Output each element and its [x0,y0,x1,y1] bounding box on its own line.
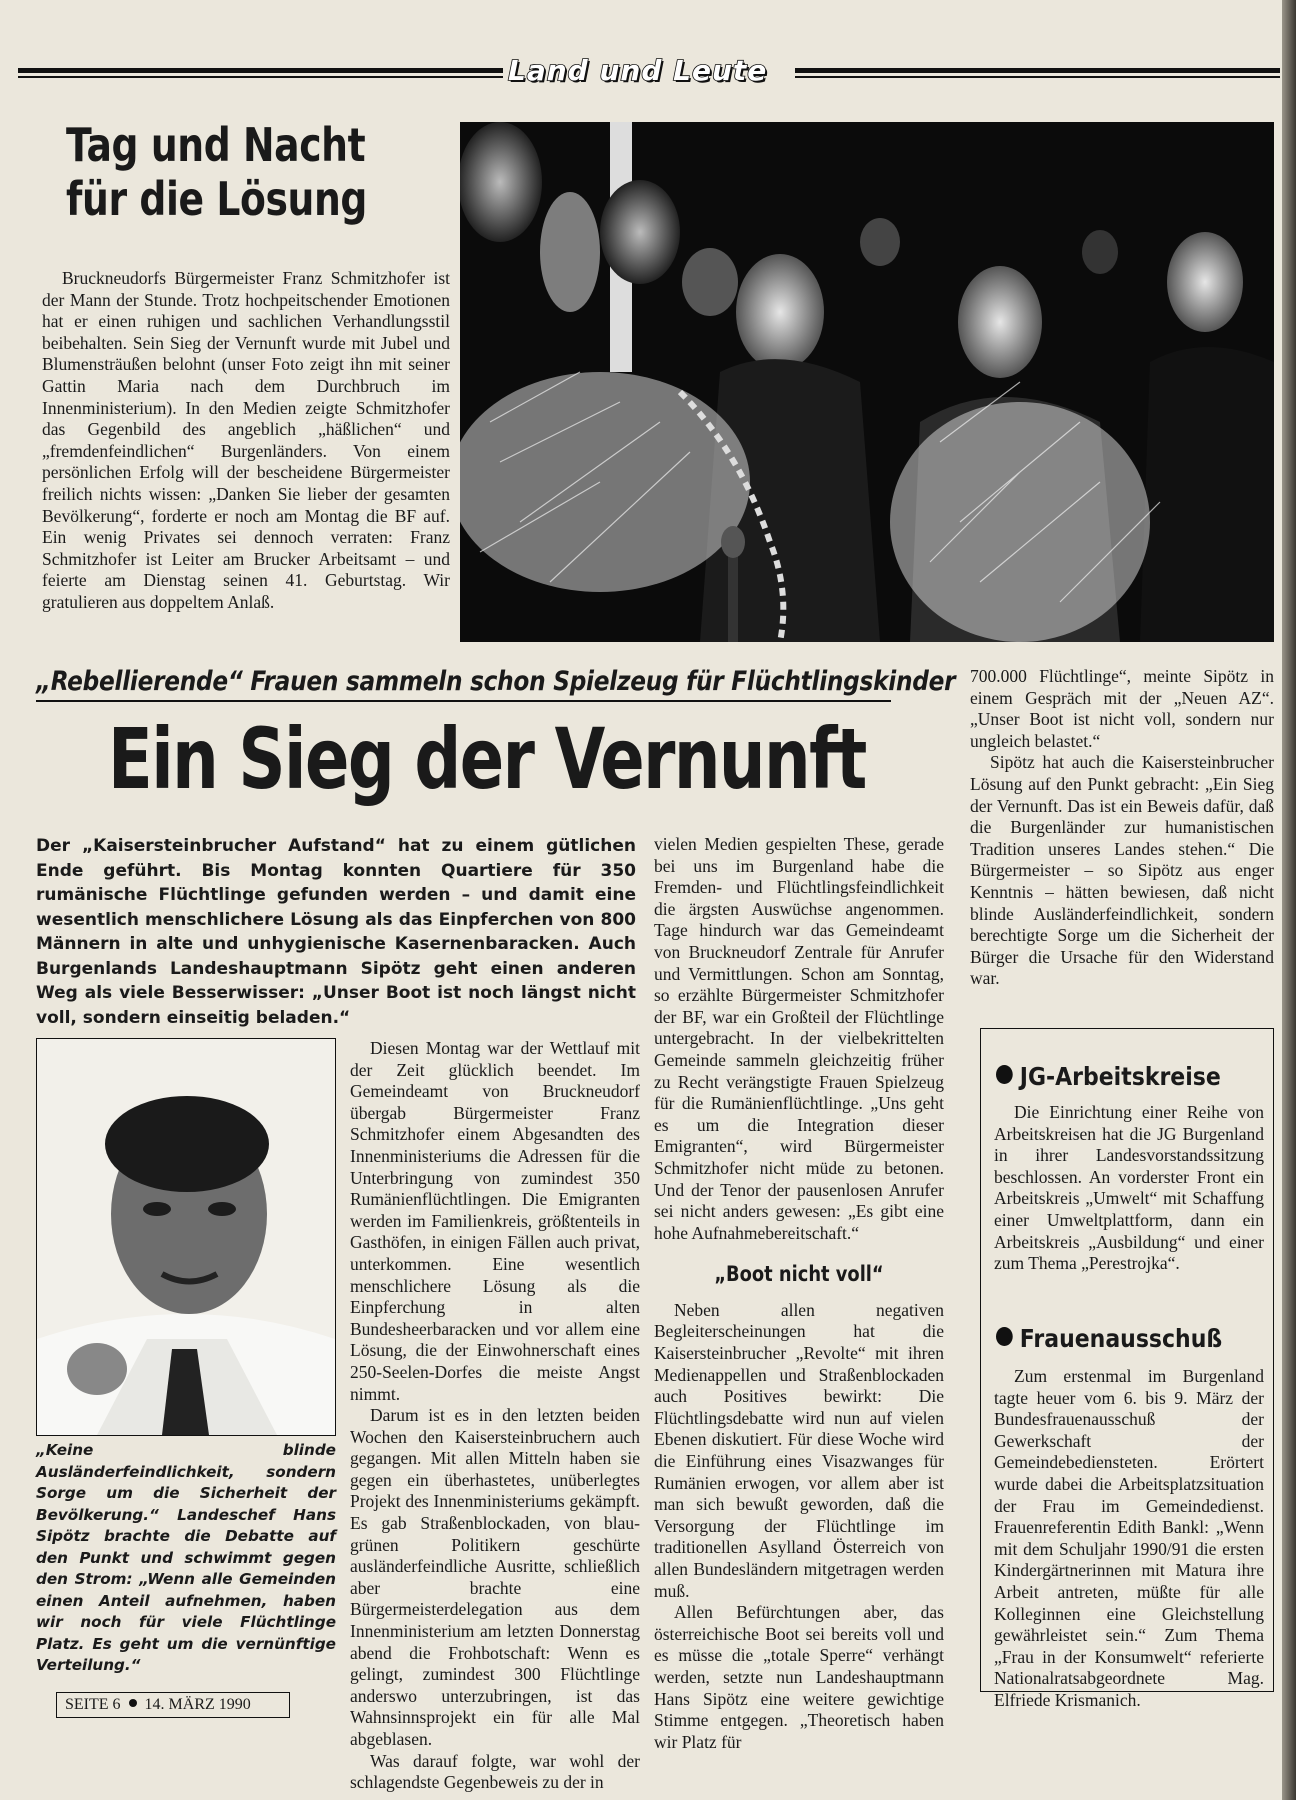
portrait-photo-frame [36,1038,336,1436]
story1-paragraph: Bruckneudorfs Bürgermeister Franz Schmitzhofer ist der Mann der Stunde. Trotz hochpeitschender Emotionen hat er einen ruhigen und sachlichen Verhandlungsstil beibehalten. Sein Sieg der Vernunft wurde mit Jubel und Blumensträußen belohnt (unser Foto zeigt ihn mit seiner Gattin Maria nach dem Durchbruch im Innenministerium). In den Medien zeigte Schmitzhofer das Gegenbild des angeblich „häßlichen“ und „fremdenfeindlichen“ Burgenländers. Von einem persönlichen Erfolg will der bescheidene Bürgermeister freilich nichts wissen: „Danken Sie lieber der gesamten Bevölkerung“, forderte er noch am Montag die BF auf. Ein wenig Privates sei dennoch verraten: Franz Schmitzhofer ist Leiter am Brucker Arbeitsamt – und feierte am Dienstag seinen 41. Geburtstag. Wir gratulieren aus doppeltem Anlaß. [42,268,450,612]
photo-mayor-celebration [460,122,1274,642]
kicker-underline [36,700,891,702]
story2-kicker: „Rebellierende“ Frauen sammeln schon Spielzeug für Flüchtlingskinder [36,666,956,697]
footer-bullet-icon [129,1699,137,1707]
story1-headline [66,118,427,226]
story2-headline: Ein Sieg der Vernunft [108,710,866,808]
story1-headline-line2: für die Lösung [66,172,368,226]
photo-crowd-illustration [460,122,1274,642]
column-a-paragraph: Was darauf folgte, war wohl der schlagendste Gegenbeweis zu der in [350,1750,640,1793]
sidebar-box1-title [996,1062,1221,1091]
portrait-caption: „Keine blinde Ausländerfeindlichkeit, sondern Sorge um die Sicherheit der Bevölkerung.“ Landeschef Hans Sipötz brachte die Debatte auf den Punkt und schwimmt gegen den Strom: „Wenn alle Gemeinden einen Anteil aufnehmen, haben wir noch für viele Flüchtlinge Platz. Es geht um die vernünftige Verteilung.“ [36,1441,336,1674]
sidebar-box1-text [994,1102,1264,1275]
page-edge-shadow [1282,0,1296,1800]
story2-column-b [654,834,944,1753]
column-c-paragraph: 700.000 Flüchtlinge“, meinte Sipötz in einem Gespräch mit der „Neuen AZ“. „Unser Boot ist nicht voll, sondern nur ungleich belastet.“ [970,666,1274,751]
column-a-paragraph: Darum ist es in den letzten beiden Wochen den Kaisersteinbruchern auch gegangen. Mit allen Mitteln haben sie gegen ein überhastetes, unüberlegtes Projekt des Innenministeriums gekämpft. Es gab Straßenblockaden, von blau-grünen Politikern geschürte ausländerfeindliche Ausritte, schließlich aber brachte eine Bürgermeisterdelegation aus dem Innenministerium am letzten Donnerstag abend die Frohbotschaft: Wenn es gelingt, zumindest 300 Flüchtlinge anderswo unterzubringen, ist das Wahnsinnsprojekt ein für alle Mal abgeblasen. [350,1405,640,1749]
column-b-paragraph: vielen Medien gespielten These, gerade bei uns im Burgenland habe die Fremden- und Flüchtlingsfeindlichkeit die ärgsten Auswüchse angenommen. Tage hindurch war das Gemeindeamt von Bruckneudorf Zentrale für Anrufer und Vermittlungen. Schon am Sonntag, so erzählte Bürgermeister Schmitzhofer der BF, war ein Großteil der Flüchtlinge untergebracht. In der vielbekrittelten Gemeinde sammeln gleichzeitig früher zu Recht verängstigte Frauen Spielzeug für die Rumänienflüchtlinge. „Uns geht es um die Integration dieser Emigranten“, wird Bürgermeister Schmitzhofer nicht müde zu betonen. Und der Tenor der pausenlosen Anrufer sei nicht anders gewesen: „Es gibt eine hohe Aufnahmebereitschaft.“ [654,834,944,1243]
bullet-icon [996,1065,1013,1084]
footer-page-label: SEITE 6 [65,1696,121,1713]
box2-title-text: Frauenausschuß [1019,1324,1223,1353]
column-b-paragraph: Neben allen negativen Begleiterscheinungen hat die Kaisersteinbrucher „Revolte“ mit ihren Medienappellen und Straßenblockaden auch Positives bewirkt: Die Flüchtlingsdebatte wird nun auf vielen Ebenen diskutiert. Für diese Woche wird die Einführung eines Visazwanges für Rumänien erwogen, vor allem aber ist man sich bewußt geworden, daß die Versorgung der Flüchtlinge im traditionellen Asylland Österreich von allen Bundesländern mitgetragen werden muß. [654,1299,944,1601]
column-c-paragraph: Sipötz hat auch die Kaisersteinbrucher Lösung auf den Punkt gebracht: „Ein Sieg der Vernunft. Das ist ein Beweis dafür, daß die Burgenländer zur humanistischen Tradition unseres Landes stehen.“ Die Bürgermeister – so Sipötz aus enger Kenntnis – hätten bewiesen, daß nicht blinde Ausländerfeindlichkeit, sondern berechtigte Sorge um die Sicherheit der Bürger die Ursache für den Widerstand war. [970,752,1274,989]
header-rule-right [795,68,1280,73]
story2-subhead: „Boot nicht voll“ [714,1262,884,1287]
story1-headline-line1: Tag und Nacht [66,118,366,172]
footer-date: 14. MÄRZ 1990 [144,1696,251,1713]
header-rule-left [18,68,503,73]
bullet-icon [996,1327,1013,1346]
column-b-paragraph: Allen Befürchtungen aber, das österreichische Boot sei bereits voll und es müsse die „totale Sperre“ verhängt werden, setzte nun Landeshauptmann Hans Sipötz eine weitere gewichtige Stimme entgegen. „Theoretisch haben wir Platz für [654,1602,944,1752]
header-rule-left-thin [18,76,503,78]
story1-body [42,268,450,614]
story2-lead: Der „Kaisersteinbrucher Aufstand“ hat zu einem gütlichen Ende geführt. Bis Montag konnten Quartiere für 350 rumänische Flüchtlinge gefunden werden – und damit eine wesentlich menschlichere Lösung als das Einpferchen von 800 Männern in alte und unhygienische Kasernenbaracken. Auch Burgenlands Landeshauptmann Sipötz geht einen anderen Weg als viele Besserwisser: „Unser Boot ist noch längst nicht voll, sondern einseitig beladen.“ [36,836,636,1028]
section-tag: Land und Leute [508,54,768,87]
header-rule-right-thin [795,76,1280,78]
portrait-sipoetz-illustration [37,1039,335,1435]
box1-paragraph: Die Einrichtung einer Reihe von Arbeitskreisen hat die JG Burgenland in ihrer Landesvorstandssitzung beschlossen. An vorderster Front ein Arbeitskreis „Umwelt“ mit Schaffung einer Umweltplattform, dann ein Arbeitskreis „Ausbildung“ und einer zum Thema „Perestrojka“. [994,1102,1264,1274]
column-a-paragraph: Diesen Montag war der Wettlauf mit der Zeit glücklich beendet. Im Gemeindeamt von Bruckneudorf übergab Bürgermeister Franz Schmitzhofer einem Abgesandten des Innenministeriums die Adressen für die Unterbringung von zumindest 350 Rumänienflüchtlingen. Die Emigranten werden im Familienkreis, größtenteils in Gasthöfen, in einigen Fällen auch privat, unterkommen. Eine wesentlich menschlichere Lösung als die Einpferchung in alten Bundesheerbaracken und vor allem eine Lösung, die der Einwohnerschaft eines 250-Seelen-Dorfes die meiste Angst nimmt. [350,1038,640,1404]
story2-column-c [970,666,1274,990]
box1-title-text: JG-Arbeitskreise [1019,1062,1221,1091]
sidebar-box2-title [996,1324,1222,1353]
page-footer [56,1692,290,1718]
story2-column-a [350,1038,640,1794]
sidebar-box2-text [994,1366,1264,1712]
box2-paragraph: Zum erstenmal im Burgenland tagte heuer vom 6. bis 9. März der Bundesfrauenausschuß der Gewerkschaft der Gemeindebediensteten. Erörtert wurde dabei die Arbeitsplatzsituation der Frau im Gemeindedienst. Frauenreferentin Edith Bankl: „Wenn mit dem Schuljahr 1990/91 die ersten Kindergärtnerinnen mit Matura ihre Arbeit antreten, müßte für alle Kolleginnen eine Gleichstellung gewährleistet sein.“ Zum Thema „Frau in der Konsumwelt“ referierte Nationalratsabgeordnete Mag. Elfriede Krismanich. [994,1366,1264,1710]
